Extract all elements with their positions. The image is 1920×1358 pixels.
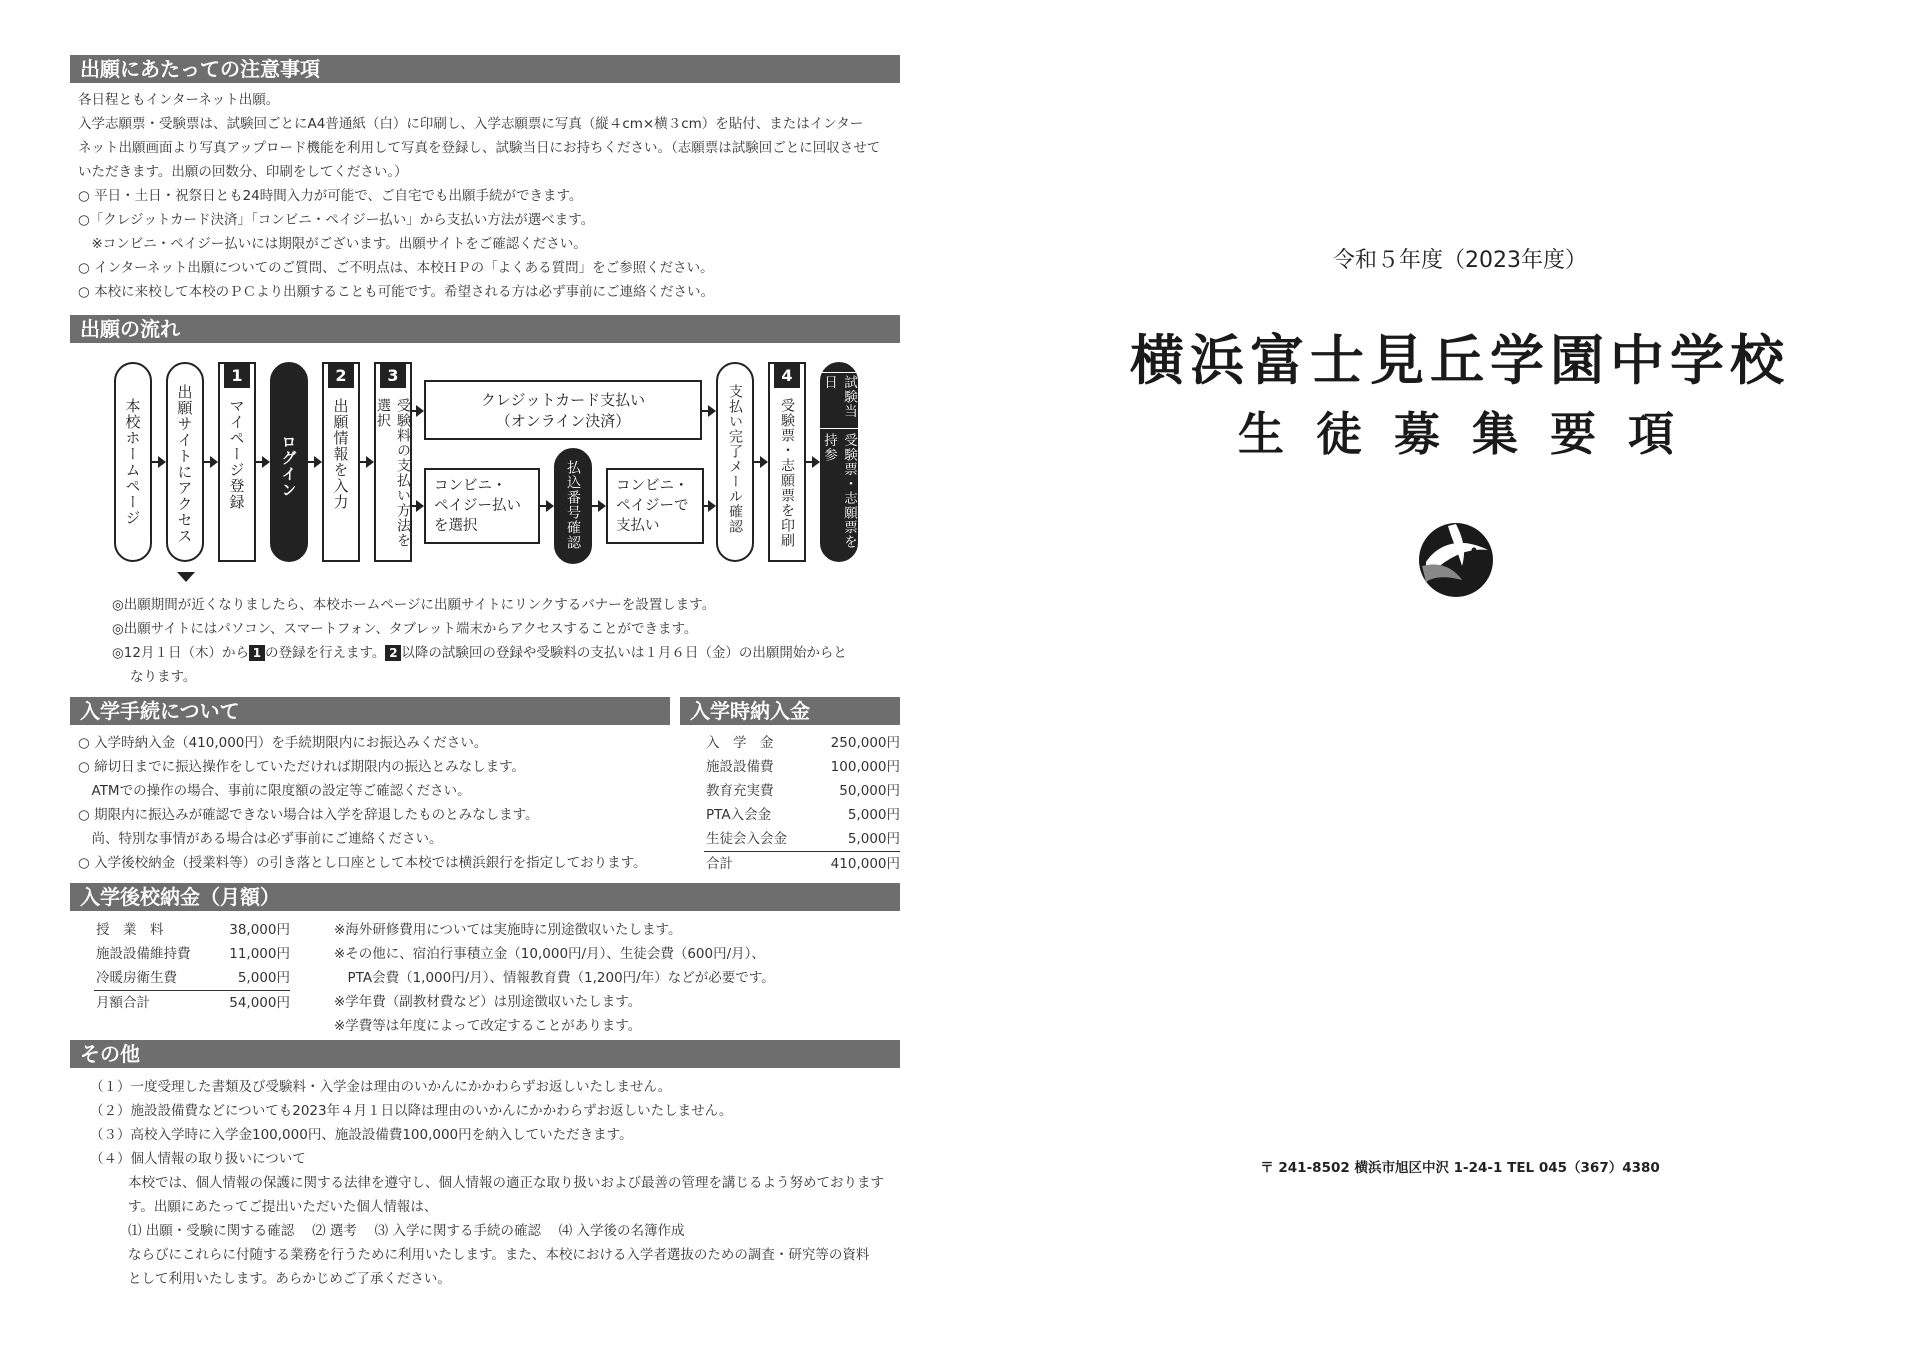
monthly-total-label: 月額合計 (96, 995, 150, 1011)
monthly-note-line: ※その他に、宿泊行事積立金（10,000円/月）、生徒会費（600円/月）、 (334, 946, 765, 962)
section-header-flow: 出願の流れ (70, 315, 900, 343)
flow-arrow (308, 461, 320, 463)
monthly-amount: 11,000円 (229, 946, 290, 962)
flow-arrow (204, 461, 216, 463)
other-line: （３）高校入学時に入学金100,000円、施設設備費100,000円を納入していただきます。 (90, 1127, 633, 1143)
flow-mail-confirm (716, 362, 754, 562)
flow-input-info (322, 362, 360, 562)
flow-conv-select-line: コンビニ・ (434, 478, 507, 494)
cover-year: 令和５年度（2023年度） (1333, 248, 1587, 273)
flow-homepage (114, 362, 152, 562)
section-header-procedure: 入学手続について (70, 697, 670, 725)
other-line: （１）一度受理した書類及び受験料・入学金は理由のいかんにかかわらずお返しいたしません。 (90, 1079, 672, 1095)
cover-address: 〒 241-8502 横浜市旭区中沢 1-24-1 TEL 045（367）4380 (1260, 1160, 1660, 1176)
flow-select-payment (374, 362, 412, 562)
cover-school-name: 横浜富士見丘学園中学校 (1130, 328, 1790, 392)
flow-arrow (256, 461, 268, 463)
monthly-total-amount: 54,000円 (229, 995, 290, 1011)
monthly-label: 授 業 料 (96, 922, 164, 938)
flow-arrow (152, 461, 164, 463)
privacy-line: 本校では、個人情報の保護に関する法律を遵守し、個人情報の適正な取り扱いおよび最善の管理を講じるよう努めております (128, 1175, 884, 1191)
flow-access-site (166, 362, 204, 562)
notes-line: ○「クレジットカード決済」「コンビニ・ペイジー払い」から支払い方法が選べます。 (78, 212, 595, 228)
privacy-line: す。出願にあたってご提出いただいた個人情報は、 (128, 1199, 438, 1215)
flow-note-line: なります。 (130, 669, 197, 685)
flow-print-slip-label: 受験票・志願票を印刷 (779, 398, 795, 548)
section-header-notes: 出願にあたっての注意事項 (70, 55, 900, 83)
fee-label: 施設設備費 (706, 759, 774, 775)
monthly-note-line: ※学費等は年度によって改定することがあります。 (334, 1018, 642, 1034)
flow-arrow (592, 505, 604, 507)
flow-access-site-label: 出願サイトにアクセス (175, 384, 194, 544)
down-triangle-icon (177, 572, 195, 582)
notes-line: ○ 平日・土日・祝祭日とも24時間入力が可能で、ご自宅でも出願手続ができます。 (78, 188, 583, 204)
notes-text (78, 88, 908, 304)
step-4-tag: 4 (774, 364, 800, 388)
monthly-label: 施設設備維持費 (96, 946, 191, 962)
flow-conv-pay-line: コンビニ・ (616, 478, 689, 494)
flow-arrow (540, 505, 552, 507)
monthly-note-line: PTA会費（1,000円/月）、情報教育費（1,200円/年）などが必要です。 (334, 970, 775, 986)
fee-label: 生徒会入会金 (706, 831, 787, 847)
step-2-inline-tag: 2 (385, 645, 401, 661)
fee-amount: 250,000円 (830, 735, 900, 751)
exam-day-tag: 試験当日 (818, 372, 860, 429)
flow-notes (112, 593, 912, 689)
flow-conv-pay-line: 支払い (616, 518, 660, 534)
flow-login (270, 362, 308, 562)
section-header-other: その他 (70, 1040, 900, 1068)
privacy-text (128, 1171, 908, 1291)
notes-line: ネット出願画面より写真アップロード機能を利用して写真を登録し、試験当日にお持ちください。（志願票は試験回ごとに回収させて (78, 140, 881, 156)
flow-note-line: ◎出願期間が近くなりましたら、本校ホームページに出願サイトにリンクするバナーを設置します。 (112, 597, 716, 613)
flow-mypage-label: マイページ登録 (227, 398, 246, 510)
monthly-note-line: ※学年費（副教材費など）は別途徴収いたします。 (334, 994, 642, 1010)
flow-mypage (218, 362, 256, 562)
notes-line: ○ 本校に来校して本校のＰＣより出願することも可能です。希望される方は必ず事前にご連絡ください。 (78, 284, 714, 300)
fee-label: PTA入会金 (706, 807, 772, 823)
flow-note-line (112, 641, 912, 665)
other-line: （４）個人情報の取り扱いについて (90, 1151, 306, 1167)
school-logo-icon (1418, 522, 1494, 598)
monthly-amount: 38,000円 (229, 922, 290, 938)
step-1-tag: 1 (224, 364, 250, 388)
privacy-line: ならびにこれらに付随する業務を行うために利用いたします。また、本校における入学者選抜のための調査・研究等の資料 (128, 1247, 870, 1263)
step-3-tag: 3 (380, 364, 406, 388)
flow-note-line: ◎出願サイトにはパソコン、スマートフォン、タブレット端末からアクセスすることができます。 (112, 621, 698, 637)
procedure-line: 尚、特別な事情がある場合は必ず事前にご連絡ください。 (78, 831, 443, 847)
monthly-notes (334, 918, 894, 1038)
flow-credit (424, 380, 702, 440)
procedure-line: ○ 入学時納入金（410,000円）を手続期限内にお振込みください。 (78, 735, 488, 751)
flow-arrow (754, 461, 766, 463)
step-2-tag: 2 (328, 364, 354, 388)
notes-line: 入学志願票・受験票は、試験回ごとにA4普通紙（白）に印刷し、入学志願票に写真（縦４cm×横３cm）を貼付、またはインター (78, 116, 864, 132)
flow-arrow (412, 505, 422, 507)
procedure-line: ○ 期限内に振込みが確認できない場合は入学を辞退したものとみなします。 (78, 807, 539, 823)
other-text (90, 1075, 900, 1171)
flow-conv-select-line: ペイジー払い (434, 498, 521, 514)
fee-amount: 5,000円 (847, 807, 900, 823)
flow-payment-number (554, 448, 592, 564)
procedure-text (78, 731, 678, 875)
fee-amount: 100,000円 (830, 759, 900, 775)
procedure-line: ATMでの操作の場合、事前に限度額の設定等ご確認ください。 (78, 783, 471, 799)
cover-doc-title: 生 徒 募 集 要 項 (1237, 407, 1683, 461)
flow-conv-pay-line: ペイジーで (616, 498, 689, 514)
flow-arrow (412, 410, 422, 412)
monthly-amount: 5,000円 (237, 970, 290, 986)
privacy-line: ⑴ 出願・受験に関する確認 ⑵ 選考 ⑶ 入学に関する手続の確認 ⑷ 入学後の名簿作成 (128, 1223, 685, 1239)
flow-arrow (704, 505, 714, 507)
fee-label: 入 学 金 (706, 735, 774, 751)
flow-conv-pay (606, 468, 704, 544)
privacy-line: として利用いたします。あらかじめご了承ください。 (128, 1271, 451, 1287)
notes-line: 各日程ともインターネット出願。 (78, 92, 280, 108)
section-header-monthly: 入学後校納金（月額） (70, 883, 900, 911)
fee-total-label: 合計 (706, 856, 733, 872)
fee-label: 教育充実費 (706, 783, 774, 799)
flow-payment-number-label: 払込番号確認 (565, 460, 581, 550)
procedure-line: ○ 入学後校納金（授業料等）の引き落とし口座として本校では横浜銀行を指定しております。 (78, 855, 647, 871)
flow-conv-select (424, 468, 540, 544)
flow-homepage-label: 本校ホームページ (123, 398, 142, 526)
notes-line: いただきます。出願の回数分、印刷をしてください。） (78, 164, 408, 180)
notes-line: ○ インターネット出願についてのご質問、ご不明点は、本校ＨＰの「よくある質問」をご参照ください。 (78, 260, 714, 276)
flow-credit-line: （オンライン決済） (495, 412, 631, 430)
notes-line: ※コンビニ・ペイジー払いには期限がございます。出願サイトをご確認ください。 (78, 236, 587, 252)
section-header-entrance-fee: 入学時納入金 (680, 697, 900, 725)
other-line: （２）施設設備費などについても2023年４月１日以降は理由のいかんにかかわらずお返しいたしません。 (90, 1103, 733, 1119)
fee-total-amount: 410,000円 (830, 856, 900, 872)
flow-note-text: 以降の試験回の登録や受験料の支払いは１月６日（金）の出願開始からと (401, 645, 847, 661)
flow-arrow (702, 410, 714, 412)
flow-note-text: の登録を行えます。 (264, 645, 386, 661)
step-1-inline-tag: 1 (249, 645, 265, 661)
monthly-label: 冷暖房衛生費 (96, 970, 177, 986)
flow-credit-line: クレジットカード支払い (480, 391, 646, 409)
flow-input-info-label: 出願情報を入力 (331, 398, 350, 510)
flow-login-label: ログイン (279, 434, 298, 498)
flow-select-payment-label: 受験料の支払い方法を選択 (375, 398, 411, 548)
flow-print-slip (768, 362, 806, 562)
flow-bring-slip-label: 受験票・志願票を持参 (821, 432, 857, 549)
flow-conv-select-line: を選択 (434, 518, 478, 534)
flow-arrow (360, 461, 372, 463)
fee-amount: 5,000円 (847, 831, 900, 847)
monthly-note-line: ※海外研修費用については実施時に別途徴収いたします。 (334, 922, 682, 938)
fee-amount: 50,000円 (839, 783, 900, 799)
flow-bring-slip (820, 362, 858, 562)
flow-mail-confirm-label: 支払い完了メール確認 (727, 384, 743, 534)
procedure-line: ○ 締切日までに振込操作をしていただければ期限内の振込とみなします。 (78, 759, 525, 775)
flow-note-text: ◎12月１日（木）から (112, 645, 249, 661)
flow-arrow (806, 461, 818, 463)
